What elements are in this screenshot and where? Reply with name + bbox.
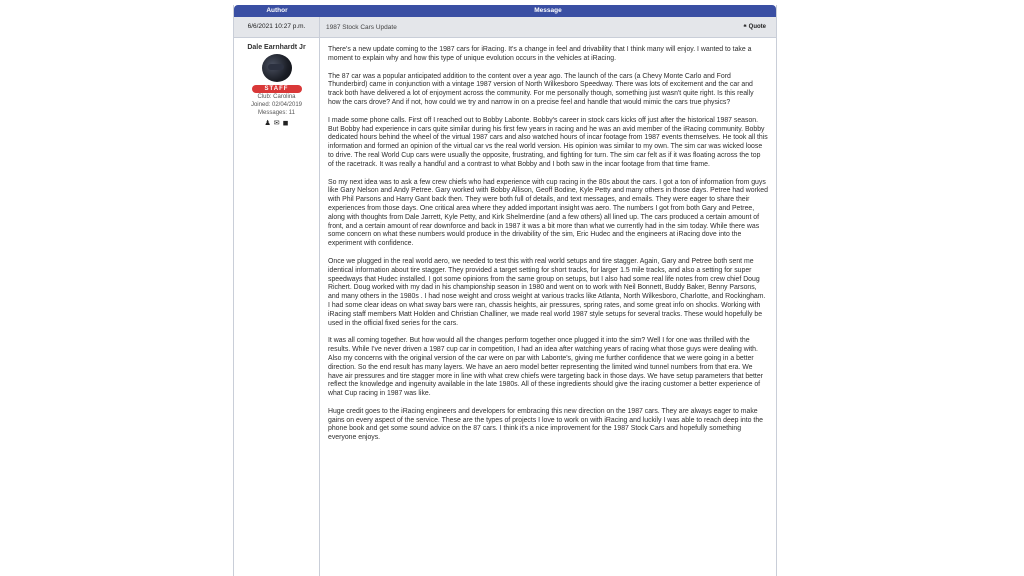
post-paragraph: Huge credit goes to the iRacing engineers and developers for embracing this new direction on the 1987 cars. They are always eager to make gains on every aspect of the service. These are the types of projects I love to work on with iRacing and luckily I was able to reach deep into the phone book and get some sound advice on the 87 cars. I think it's a nice improvement for the 1987 Stock Cars and hopefully something everyone enjoys. bbox=[328, 407, 763, 442]
quote-icon: ❝ bbox=[743, 24, 747, 31]
table-header bbox=[234, 5, 776, 17]
staff-badge: STAFF bbox=[252, 85, 302, 93]
author-column-header: Author bbox=[266, 7, 288, 14]
author-panel bbox=[234, 38, 320, 576]
message-column-header: Message bbox=[534, 7, 562, 14]
post-paragraph: It was all coming together. But how would all the changes perform together once plugged it into the sim? Well I for one was thrilled with the results. While I've never driven a 1987 cup car in competition, I had an idea after watching years of racing what those guys were dealing with. Also my concerns with the original version of the car were on par with Labonte's, giving me further confidence that we were going in a better direction. So the end result has many layers. We have an aero model better representing the limited wind tunnel numbers from that era. We have air pressures and tire stagger more in line with what crew chiefs were targeting back in those days. We have setup parameters that better reflect the knowledge and ingenuity available in the late 1980s. All of these ingredients should give the iracing customer a better experience of what Cup racing in 1987 was like. bbox=[328, 337, 763, 398]
author-actions bbox=[234, 119, 319, 127]
audio-icon[interactable]: ◼ bbox=[282, 120, 289, 127]
author-joined: Joined: 02/04/2019 bbox=[250, 102, 303, 108]
post-paragraph: So my next idea was to ask a few crew chiefs who had experience with cup racing in the 80s about the cars. I got a ton of information from guys like Gary Nelson and Andy Petree. Gary worked with Bobby Allison, Geoff Bodine, Kyle Petty and many others in those days. Petree had worked with Phil Parsons and Harry Gant back then. They were both full of details, and text messages, and emails. They were eager to share their experiences from those days. One critical area where they added important insight was aero. The numbers I got from both Gary and Petree, along with thoughts from Dale Jarrett, Kyle Petty, and Kirk Shelmerdine (and a few others) all lined up. The cars produced a certain amount of front, and a certain amount of rear downforce and back in 1987 it was a bit more than what we currently had in the sim today. While there was some concern on what these numbers would produce in the drivability of the sim, Eric Hudec and the engineers at iRacing dove into the experiment with confidence. bbox=[328, 178, 768, 248]
post-paragraph: There's a new update coming to the 1987 cars for iRacing. It's a change in feel and drivability that I think many will enjoy. I wanted to take a moment to explain why and how this type of unique evolution occurs in the vehicles at iRacing. bbox=[328, 46, 752, 62]
author-messages: Messages: 11 bbox=[258, 110, 295, 116]
profile-icon[interactable]: ♟ bbox=[264, 120, 271, 127]
avatar[interactable] bbox=[262, 54, 292, 82]
post-title: 1987 Stock Cars Update bbox=[326, 23, 397, 31]
quote-label: Quote bbox=[748, 24, 766, 30]
post-date: 6/6/2021 10:27 p.m. bbox=[234, 17, 320, 37]
mail-icon[interactable]: ✉ bbox=[273, 120, 280, 127]
post-paragraph: I made some phone calls. First off I reached out to Bobby Labonte. Bobby's career in stock cars kicks off just after the historical 1987 season. But Bobby had experience in cars quite similar during his first few years in racing and he was an avid member of the iRacing community. Bobby dedicated hours behind the wheel of the virtual 1987 cars and also watched hours of incar footage from 1987 events themselves. He took all this information and formed an opinion of the virtual car vs the real world version. His opinion was similar to my own. The sim car was wicked loose to drive. The real World Cup cars were usually the opposite, frustrating, and fighting for turn. The sim car felt as if it was floating across the top of the racetrack. It was really a handful and a contrast to what Bobby and I both saw in the incar footage from that time frame. bbox=[328, 116, 768, 168]
quote-button[interactable] bbox=[743, 24, 776, 31]
post-body bbox=[320, 38, 776, 576]
author-name[interactable]: Dale Earnhardt Jr bbox=[247, 44, 306, 51]
author-club: Club: Carolina bbox=[257, 94, 296, 100]
post-info-bar bbox=[234, 17, 776, 38]
forum-post-frame bbox=[233, 5, 777, 576]
post-paragraph: The 87 car was a popular anticipated addition to the content over a year ago. The launch of the cars (a Chevy Monte Carlo and Ford Thunderbird) came in conjunction with a vintage 1987 version of North Wilkesboro Speedway. There was lots of excitement and the car and track both have delivered a lot of enjoyment across the community. For me personally though, something just wasn't quite right. Is this really how the cars drove? And if not, how could we try and narrow in on a precise feel and handle that would mimic the cars true physics? bbox=[328, 72, 754, 106]
post-paragraph: Once we plugged in the real world aero, we needed to test this with real world setups and tire stagger. Again, Gary and Petree both sent me identical information about tire stagger. They provided a target setting for short tracks, for larger 1.5 mile tracks, and also a setting for super speedways that Hudec installed. I got some opinions from the same group on setups, but I also had some real life notes from crew chief Doug Richert. Doug worked with my dad in his championship season in 1980 and went on to work with Neil Bonnett, Buddy Baker, Benny Parsons, and many others in the 1980s . I had nose weight and cross weight at various tracks like Atlanta, North Wilkesboro, Charlotte, and Rockingham. I had some clear ideas on what sway bars were ran, chassis heights, air pressures, spring rates, and some great info on shocks. Working with iRacing staff members Matt Holden and Christian Challiner, we made real world 1987 style setups for several tracks. These would hopefully be used in the official fixed series for the cars. bbox=[328, 257, 766, 327]
